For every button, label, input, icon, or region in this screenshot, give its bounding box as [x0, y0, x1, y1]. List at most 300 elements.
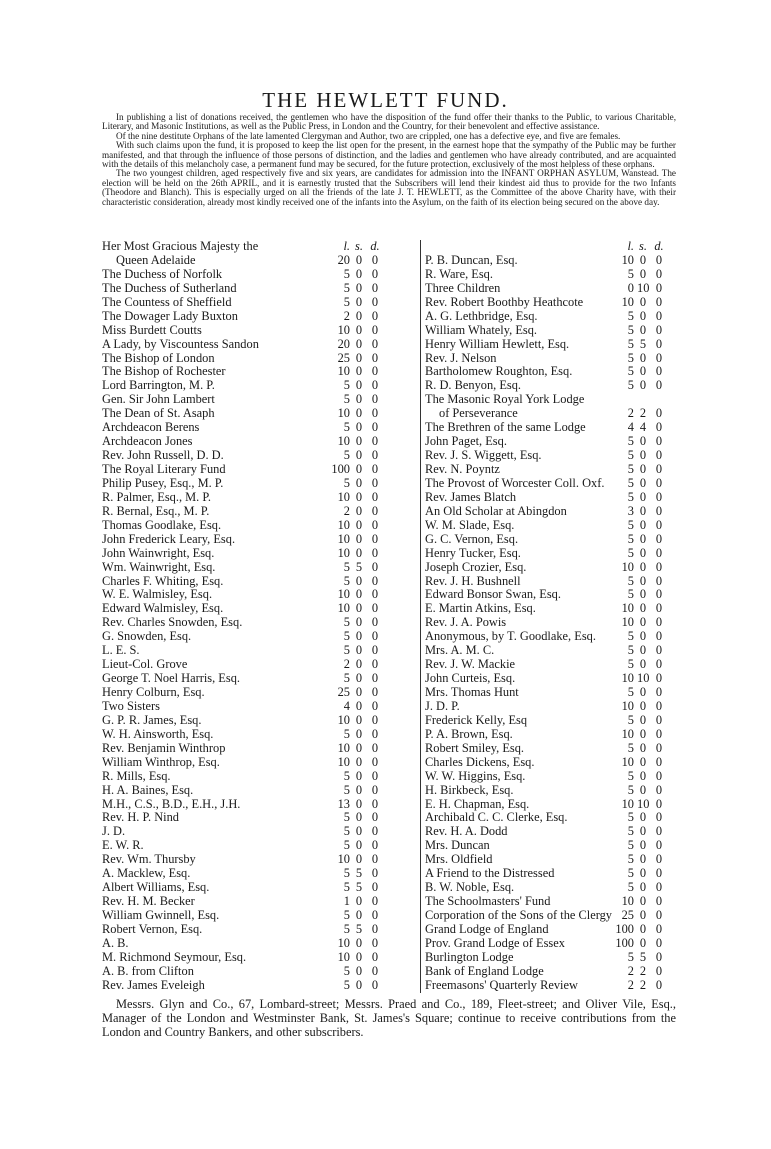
amount-pounds: 10 [621, 615, 634, 630]
donation-row [425, 630, 685, 644]
amount-pence: 0 [371, 322, 379, 337]
donor-name: M. Richmond Seymour, Esq. [102, 949, 247, 964]
amount-pounds: 20 [337, 252, 350, 267]
amount-pounds: 10 [621, 796, 634, 811]
amount-shillings: 0 [639, 448, 647, 463]
donor-name: William Whately, Esq. [425, 322, 538, 337]
amount-pence: 0 [655, 364, 663, 379]
amount-pounds: 10 [337, 517, 350, 532]
amount-pence: 0 [655, 894, 663, 909]
amount-pence: 0 [655, 308, 663, 323]
amount-pence: 0 [371, 657, 379, 672]
amount-pounds: 5 [627, 740, 634, 755]
amount-pounds: 5 [343, 908, 350, 922]
amount-shillings: 0 [639, 308, 647, 323]
donor-name: P. B. Duncan, Esq. [425, 252, 518, 267]
amount-shillings: 0 [639, 657, 647, 672]
amount-pounds: 5 [627, 810, 634, 825]
donor-name: Wm. Wainwright, Esq. [102, 559, 216, 574]
amount-shillings: 0 [355, 434, 363, 449]
amount-pence: 0 [655, 754, 663, 769]
donor-name: The Dowager Lady Buxton [102, 308, 238, 323]
amount-pence: 0 [371, 768, 379, 783]
donor-name: A. G. Lethbridge, Esq. [425, 308, 538, 323]
amount-pounds: 5 [627, 768, 634, 783]
amount-pounds: 10 [337, 434, 350, 449]
amount-pounds: 5 [343, 782, 350, 797]
amount-shillings: 0 [639, 685, 647, 699]
donation-row [425, 784, 685, 798]
donor-name: Freemasons' Quarterly Review [425, 977, 578, 992]
donor-name: A. Macklew, Esq. [102, 866, 191, 881]
amount-pounds: 5 [627, 838, 634, 853]
donation-row [425, 379, 685, 393]
amount-pence: 0 [371, 406, 379, 421]
amount-pence: 0 [371, 908, 379, 922]
donor-name: George T. Noel Harris, Esq. [102, 671, 240, 686]
donor-name: H. Birkbeck, Esq. [425, 782, 514, 797]
amount-shillings: 0 [355, 406, 363, 421]
donation-row [425, 644, 685, 658]
amount-pence: 0 [655, 420, 663, 435]
donation-row [425, 728, 685, 742]
amount-pence: 0 [371, 712, 379, 727]
amount-pence: 0 [371, 754, 379, 769]
amount-pence: 0 [655, 462, 663, 476]
donor-name: Charles F. Whiting, Esq. [102, 573, 224, 588]
amount-pence: 0 [655, 517, 663, 532]
donation-row [102, 240, 416, 254]
amount-pounds: 10 [337, 489, 350, 504]
amount-pence: 0 [655, 503, 663, 518]
amount-pence: 0 [371, 977, 379, 992]
donations-right-column [420, 240, 685, 993]
amount-shillings: 0 [355, 266, 363, 281]
donor-name: A. B. from Clifton [102, 963, 194, 978]
amount-pounds: 5 [627, 434, 634, 449]
donation-row [102, 798, 416, 812]
donation-row [425, 672, 685, 686]
amount-pence: 0 [371, 559, 379, 574]
amount-shillings: 0 [639, 545, 647, 560]
donation-row [425, 352, 685, 366]
amount-pounds: 10 [621, 698, 634, 713]
amount-shillings: 0 [355, 671, 363, 686]
amount-pence: 0 [371, 503, 379, 518]
donor-name: Corporation of the Sons of the Clergy [425, 908, 612, 922]
donation-row [425, 756, 685, 770]
donor-name: R. D. Benyon, Esq. [425, 378, 522, 393]
amount-shillings: 0 [355, 252, 363, 267]
amount-shillings: 0 [355, 782, 363, 797]
amount-shillings: 5 [355, 921, 363, 936]
donation-row [102, 965, 416, 979]
amount-pence: 0 [655, 935, 663, 950]
donation-row [425, 533, 685, 547]
amount-pounds: 10 [621, 726, 634, 741]
donation-row [425, 575, 685, 589]
amount-pounds: 5 [627, 587, 634, 602]
amount-pounds: 5 [343, 643, 350, 658]
donor-name: Rev. J. Nelson [425, 350, 497, 365]
amount-shillings: 0 [355, 824, 363, 839]
amount-pounds: 5 [343, 266, 350, 281]
donation-row [102, 588, 416, 602]
amount-pence: 0 [655, 796, 663, 811]
donation-row [425, 825, 685, 839]
amount-pounds: 10 [337, 322, 350, 337]
donation-row [425, 463, 685, 477]
amount-pence: 0 [655, 712, 663, 727]
donor-name: of Perseverance [439, 406, 518, 421]
donation-row [102, 714, 416, 728]
donor-name: An Old Scholar at Abingdon [425, 503, 567, 518]
amount-pounds: 10 [337, 754, 350, 769]
donor-name: Rev. J. A. Powis [425, 615, 507, 630]
donation-row [102, 979, 416, 993]
amount-shillings: 10 [637, 671, 650, 686]
amount-shillings: 0 [355, 364, 363, 379]
amount-shillings: 0 [355, 657, 363, 672]
donation-row [102, 909, 416, 923]
donor-name: The Dean of St. Asaph [102, 406, 215, 421]
amount-shillings: 0 [355, 963, 363, 978]
amount-pounds: 10 [621, 559, 634, 574]
donor-name: John Curteis, Esq. [425, 671, 516, 686]
amount-shillings: 0 [639, 698, 647, 713]
amount-pounds: 5 [627, 378, 634, 393]
donation-row [425, 811, 685, 825]
amount-pounds: 5 [343, 824, 350, 839]
amount-pence: 0 [655, 489, 663, 504]
amount-pence: 0 [655, 810, 663, 825]
amount-pounds: 10 [337, 545, 350, 560]
amount-shillings: 0 [355, 712, 363, 727]
amount-pounds: 5 [627, 949, 634, 964]
amount-shillings: 0 [355, 685, 363, 699]
intro-paragraph: With such claims upon the fund, it is proposed to keep the list open for the present, in the earnest hope that the sympathy of the Public may be further manifested, and that through the influence of those persons of distinction, and the ladies and gentlemen who have already contributed, and are acquainted with the details of this melancholy case, a permanent fund may be secured, for the future protection, exclusively of the most helpless of these orphans. [102, 140, 676, 170]
amount-pounds: 10 [621, 894, 634, 909]
donation-row [425, 338, 685, 352]
donation-row [102, 282, 416, 296]
donation-row [425, 923, 685, 937]
donation-row [102, 393, 416, 407]
amount-pence: 0 [655, 838, 663, 853]
amount-pence: 0 [655, 531, 663, 546]
amount-shillings: 4 [639, 420, 647, 435]
donor-name: Rev. Benjamin Winthrop [102, 740, 226, 755]
amount-pence: 0 [655, 908, 663, 922]
donation-row [425, 324, 685, 338]
amount-pounds: 5 [627, 545, 634, 560]
amount-pence: 0 [371, 308, 379, 323]
donation-row [425, 658, 685, 672]
donor-name: Her Most Gracious Majesty the [102, 239, 259, 253]
amount-shillings: 0 [355, 726, 363, 741]
amount-pence: 0 [655, 726, 663, 741]
amount-pounds: 5 [343, 392, 350, 407]
donor-name: The Provost of Worcester Coll. Oxf. [425, 475, 605, 490]
donor-name: Lord Barrington, M. P. [102, 378, 215, 393]
amount-pence: 0 [371, 824, 379, 839]
amount-shillings: 0 [355, 977, 363, 992]
donor-name: The Bishop of Rochester [102, 364, 226, 379]
donor-name: A Lady, by Viscountess Sandon [102, 336, 259, 351]
donation-row [425, 770, 685, 784]
amount-pence: 0 [655, 643, 663, 658]
amount-pence: 0 [655, 824, 663, 839]
donor-name: John Wainwright, Esq. [102, 545, 215, 560]
amount-pence: 0 [655, 921, 663, 936]
amount-pounds: 5 [343, 280, 350, 295]
amount-pence: 0 [371, 880, 379, 895]
currency-header-s: s. [355, 239, 363, 253]
amount-pounds: 10 [621, 754, 634, 769]
amount-shillings: 0 [639, 740, 647, 755]
amount-pence: 0 [371, 782, 379, 797]
donation-row [102, 463, 416, 477]
amount-shillings: 0 [639, 266, 647, 281]
donation-row [102, 853, 416, 867]
amount-pence: 0 [371, 601, 379, 616]
amount-shillings: 0 [639, 615, 647, 630]
donor-name: H. A. Baines, Esq. [102, 782, 194, 797]
donation-row [102, 491, 416, 505]
donor-name: E. Martin Atkins, Esq. [425, 601, 536, 616]
donation-row [425, 407, 685, 421]
donor-name: Bartholomew Roughton, Esq. [425, 364, 573, 379]
donor-name: E. H. Chapman, Esq. [425, 796, 530, 811]
amount-pence: 0 [371, 894, 379, 909]
amount-pence: 0 [371, 685, 379, 699]
amount-pence: 0 [655, 977, 663, 992]
donor-name: John Paget, Esq. [425, 434, 507, 449]
donation-row [102, 561, 416, 575]
amount-shillings: 0 [355, 294, 363, 309]
amount-pence: 0 [655, 615, 663, 630]
donation-row [102, 770, 416, 784]
donation-row [425, 519, 685, 533]
amount-shillings: 0 [639, 350, 647, 365]
donation-row [425, 393, 685, 407]
donor-name: J. D. [102, 824, 126, 839]
donation-row [425, 421, 685, 435]
donor-name: Rev. H. A. Dodd [425, 824, 508, 839]
donor-name: Thomas Goodlake, Esq. [102, 517, 222, 532]
amount-pounds: 5 [627, 475, 634, 490]
amount-shillings: 0 [355, 475, 363, 490]
amount-pounds: 5 [627, 364, 634, 379]
amount-pounds: 2 [627, 406, 634, 421]
amount-pence: 0 [371, 336, 379, 351]
amount-pence: 0 [655, 740, 663, 755]
donor-name: Rev. J. H. Bushnell [425, 573, 521, 588]
amount-pounds: 5 [627, 266, 634, 281]
amount-pounds: 5 [627, 657, 634, 672]
amount-shillings: 0 [355, 908, 363, 922]
donor-name: Rev. Charles Snowden, Esq. [102, 615, 243, 630]
amount-pence: 0 [655, 475, 663, 490]
amount-pounds: 5 [627, 531, 634, 546]
amount-pounds: 5 [627, 448, 634, 463]
amount-shillings: 5 [355, 559, 363, 574]
donor-name: Rev. J. W. Mackie [425, 657, 516, 672]
amount-pounds: 5 [343, 963, 350, 978]
amount-pence: 0 [655, 852, 663, 867]
amount-pounds: 5 [343, 378, 350, 393]
amount-pence: 0 [371, 350, 379, 365]
amount-pence: 0 [655, 587, 663, 602]
donor-name: Mrs. Duncan [425, 838, 490, 853]
amount-shillings: 0 [639, 503, 647, 518]
donor-name: W. E. Walmisley, Esq. [102, 587, 213, 602]
amount-pence: 0 [371, 615, 379, 630]
amount-pence: 0 [371, 949, 379, 964]
amount-shillings: 0 [639, 824, 647, 839]
donation-row [425, 686, 685, 700]
amount-pounds: 5 [627, 629, 634, 644]
donor-name: R. Palmer, Esq., M. P. [102, 489, 211, 504]
amount-shillings: 0 [639, 587, 647, 602]
donation-row [102, 616, 416, 630]
page-title: THE HEWLETT FUND. [262, 88, 509, 112]
donor-name: William Gwinnell, Esq. [102, 908, 220, 922]
amount-pence: 0 [371, 935, 379, 950]
donor-name: Burlington Lodge [425, 949, 514, 964]
donation-row [425, 965, 685, 979]
amount-shillings: 0 [355, 280, 363, 295]
currency-header-l: l. [627, 239, 634, 253]
amount-pounds: 4 [343, 698, 350, 713]
donor-name: Gen. Sir John Lambert [102, 392, 215, 407]
donation-row [102, 839, 416, 853]
donations-left-column [102, 240, 416, 993]
donor-name: R. Ware, Esq. [425, 266, 493, 281]
donor-name: Rev. Wm. Thursby [102, 852, 196, 867]
donor-name: The Brethren of the same Lodge [425, 420, 586, 435]
amount-shillings: 5 [639, 336, 647, 351]
amount-shillings: 0 [639, 601, 647, 616]
donor-name: Rev. Robert Boothby Heathcote [425, 294, 584, 309]
amount-shillings: 10 [637, 280, 650, 295]
intro-text [102, 113, 676, 207]
amount-pounds: 5 [627, 462, 634, 476]
amount-shillings: 0 [355, 462, 363, 476]
donation-row [102, 547, 416, 561]
currency-header-l: l. [343, 239, 350, 253]
donor-name: G. P. R. James, Esq. [102, 712, 202, 727]
currency-header-d: d. [370, 239, 380, 253]
amount-pounds: 5 [343, 866, 350, 881]
amount-pence: 0 [371, 671, 379, 686]
amount-shillings: 0 [639, 378, 647, 393]
amount-shillings: 0 [639, 643, 647, 658]
amount-pence: 0 [371, 475, 379, 490]
donor-name: Robert Smiley, Esq. [425, 740, 525, 755]
amount-shillings: 0 [355, 698, 363, 713]
amount-pence: 0 [655, 294, 663, 309]
amount-pounds: 5 [343, 559, 350, 574]
amount-pence: 0 [655, 657, 663, 672]
amount-pence: 0 [655, 322, 663, 337]
amount-pounds: 10 [337, 935, 350, 950]
donation-row [102, 338, 416, 352]
amount-shillings: 0 [355, 796, 363, 811]
amount-pounds: 10 [337, 587, 350, 602]
amount-shillings: 0 [639, 531, 647, 546]
donation-row [425, 296, 685, 310]
amount-pounds: 5 [627, 852, 634, 867]
donation-row [425, 853, 685, 867]
donation-row [102, 449, 416, 463]
amount-shillings: 0 [355, 531, 363, 546]
amount-pounds: 5 [627, 685, 634, 699]
donation-row [425, 937, 685, 951]
amount-shillings: 0 [355, 503, 363, 518]
amount-shillings: 0 [639, 894, 647, 909]
donor-name: John Frederick Leary, Esq. [102, 531, 236, 546]
amount-pounds: 5 [343, 448, 350, 463]
amount-pence: 0 [655, 880, 663, 895]
donor-name: Three Children [425, 280, 501, 295]
amount-pence: 0 [655, 698, 663, 713]
amount-shillings: 0 [639, 489, 647, 504]
amount-shillings: 0 [355, 601, 363, 616]
amount-pence: 0 [655, 336, 663, 351]
donor-name: Henry Colburn, Esq. [102, 685, 205, 699]
donation-row [425, 909, 685, 923]
amount-pence: 0 [371, 392, 379, 407]
donor-name: The Countess of Sheffield [102, 294, 232, 309]
amount-pence: 0 [655, 266, 663, 281]
donation-row [425, 547, 685, 561]
donation-row [425, 602, 685, 616]
amount-shillings: 0 [639, 629, 647, 644]
intro-paragraph: The two youngest children, aged respectively five and six years, are candidates for admission into the INFANT ORPHAN ASYLUM, Wanstead. The election will be held on the 26th APRIL, and it is earnestly trusted that the Subscribers will lend their kindest aid thus to provide for the two Infants (Theodore and Blanch). This is especially urged on all the friends of the late J. T. HEWLETT, as the Committee of the above Charity have, with their characteristic consideration, already most kindly received one of the infants into the Asylum, on the faith of its election being secured on the above day. [102, 168, 676, 207]
donor-name: G. Snowden, Esq. [102, 629, 192, 644]
amount-pounds: 10 [337, 712, 350, 727]
amount-pence: 0 [655, 573, 663, 588]
amount-pounds: 13 [337, 796, 350, 811]
amount-pence: 0 [655, 252, 663, 267]
amount-pounds: 5 [343, 977, 350, 992]
amount-shillings: 0 [355, 643, 363, 658]
donation-row [425, 798, 685, 812]
amount-shillings: 2 [639, 406, 647, 421]
donation-row [102, 644, 416, 658]
donation-row [102, 575, 416, 589]
amount-pence: 0 [371, 364, 379, 379]
amount-pounds: 5 [343, 629, 350, 644]
amount-pounds: 25 [337, 685, 350, 699]
footer-text [102, 997, 676, 1039]
donor-name: Edward Bonsor Swan, Esq. [425, 587, 561, 602]
amount-pounds: 5 [627, 308, 634, 323]
donor-name: Lieut-Col. Grove [102, 657, 188, 672]
amount-pounds: 0 [627, 280, 634, 295]
amount-pounds: 10 [337, 601, 350, 616]
currency-header-d: d. [654, 239, 664, 253]
donation-row [425, 505, 685, 519]
amount-shillings: 0 [639, 712, 647, 727]
amount-shillings: 0 [639, 782, 647, 797]
donor-name: Queen Adelaide [116, 252, 196, 267]
donation-row [425, 700, 685, 714]
donation-row [102, 825, 416, 839]
donation-row [102, 937, 416, 951]
donor-name: Henry William Hewlett, Esq. [425, 336, 570, 351]
amount-pounds: 5 [343, 880, 350, 895]
